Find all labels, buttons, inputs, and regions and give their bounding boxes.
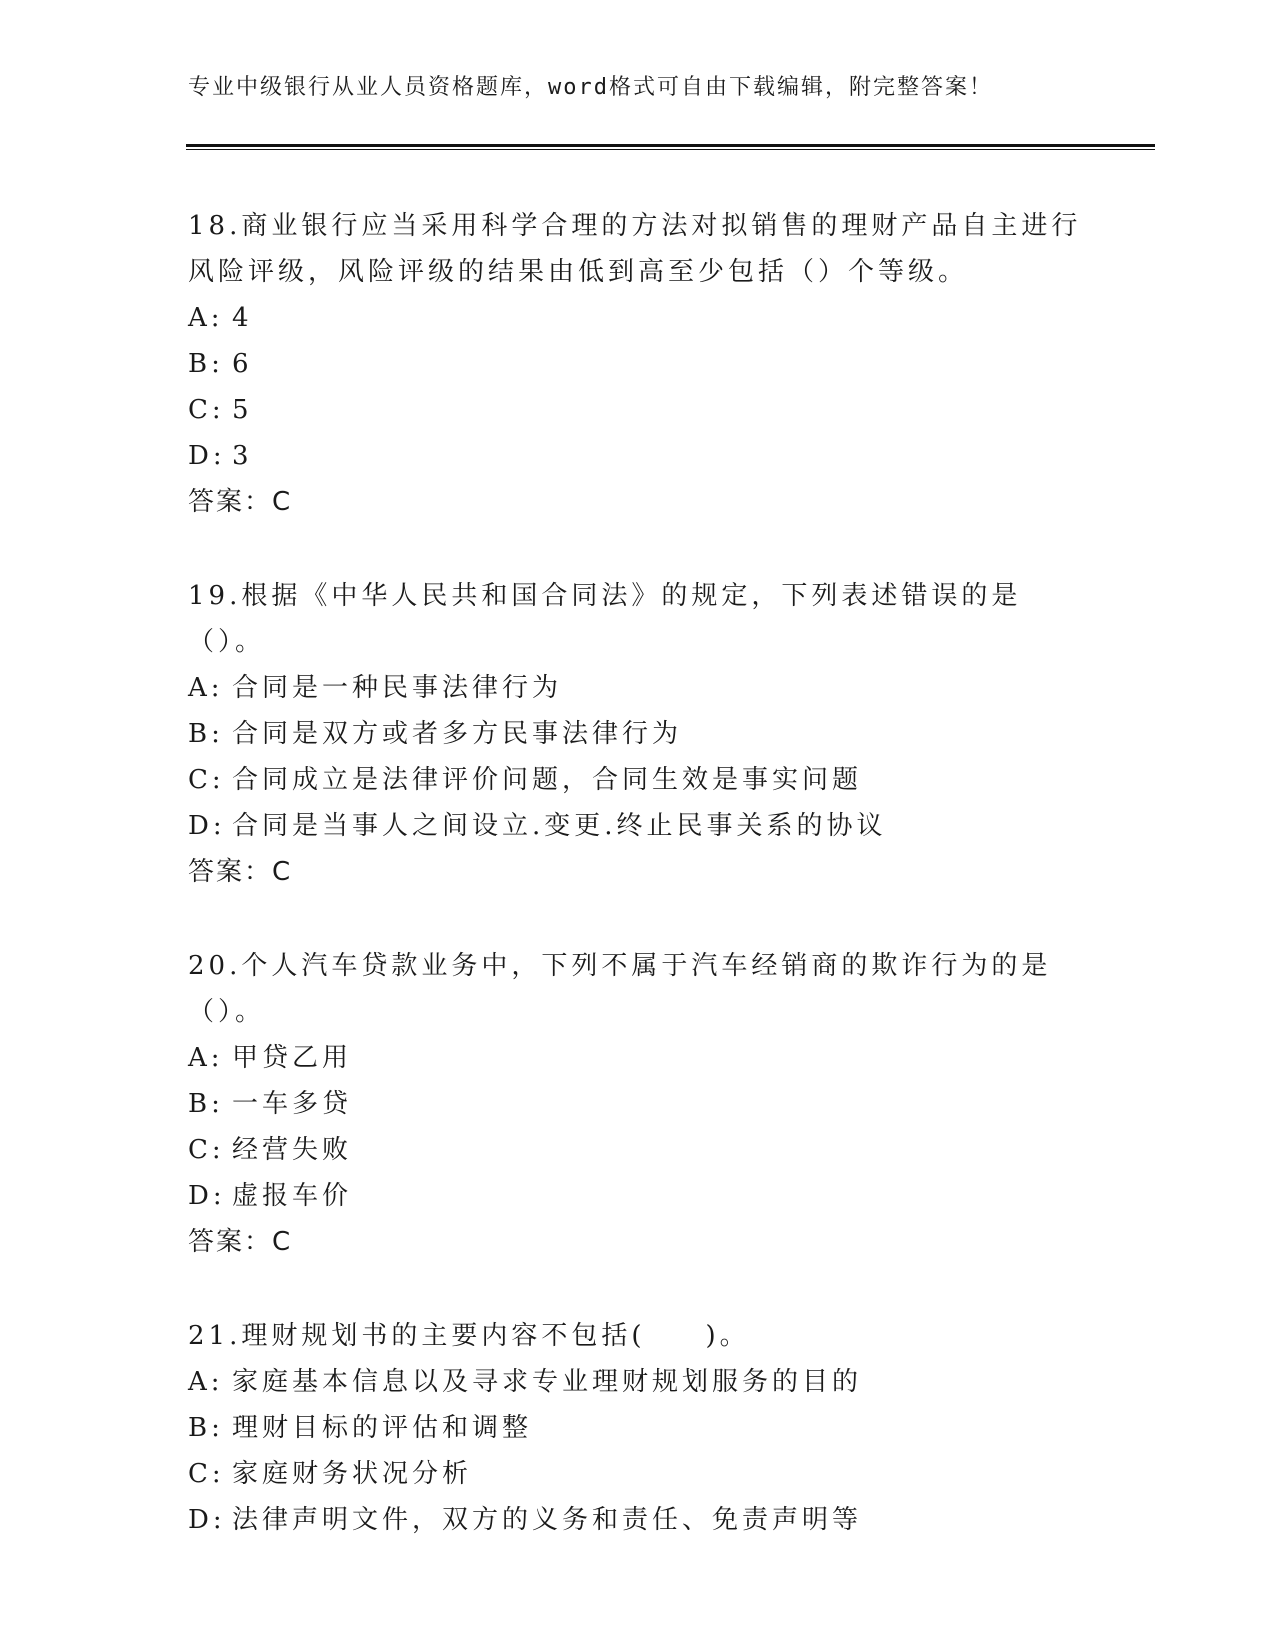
option-c	[188, 1451, 1088, 1497]
question-18	[188, 203, 1088, 525]
option-list	[188, 1035, 1088, 1219]
option-text: 合同是一种民事法律行为	[232, 673, 563, 703]
option-text: 6	[232, 349, 253, 379]
option-letter: D:	[188, 811, 226, 841]
question-stem: 20.个人汽车贷款业务中，下列不属于汽车经销商的欺诈行为的是（）。	[188, 951, 1052, 1027]
option-letter: A:	[188, 303, 224, 333]
option-b	[188, 711, 1088, 757]
option-letter: A:	[188, 673, 224, 703]
question-stem: 18.商业银行应当采用科学合理的方法对拟销售的理财产品自主进行风险评级，风险评级的结果由低到高至少包括（）个等级。	[188, 211, 1082, 287]
option-letter: D:	[188, 1181, 226, 1211]
page-header: 专业中级银行从业人员资格题库，word格式可自由下载编辑，附完整答案！	[188, 75, 993, 100]
option-text: 家庭财务状况分析	[232, 1459, 473, 1489]
option-text: 经营失败	[232, 1135, 353, 1165]
option-a	[188, 665, 1088, 711]
option-d	[188, 803, 1088, 849]
option-text: 理财目标的评估和调整	[232, 1413, 533, 1443]
option-c	[188, 387, 1088, 433]
option-text: 合同是双方或者多方民事法律行为	[232, 719, 683, 749]
option-a	[188, 295, 1088, 341]
option-letter: C:	[188, 1135, 225, 1165]
option-letter: D:	[188, 441, 226, 471]
option-text: 5	[232, 395, 253, 425]
answer-line: 答案：C	[188, 487, 293, 517]
option-a	[188, 1035, 1088, 1081]
question-19	[188, 573, 1088, 895]
option-letter: C:	[188, 1459, 225, 1489]
option-text: 甲贷乙用	[232, 1043, 353, 1073]
option-b	[188, 1405, 1088, 1451]
option-c	[188, 757, 1088, 803]
option-letter: A:	[188, 1043, 224, 1073]
header-rule-thin	[186, 149, 1155, 150]
question-stem: 21.理财规划书的主要内容不包括( )。	[188, 1321, 750, 1351]
option-text: 3	[232, 441, 253, 471]
option-letter: C:	[188, 765, 225, 795]
option-text: 合同成立是法律评价问题，合同生效是事实问题	[232, 765, 863, 795]
option-text: 法律声明文件，双方的义务和责任、免责声明等	[232, 1505, 863, 1535]
option-b	[188, 341, 1088, 387]
option-list	[188, 295, 1088, 479]
option-text: 合同是当事人之间设立.变更.终止民事关系的协议	[232, 811, 887, 841]
question-20	[188, 943, 1088, 1265]
option-text: 一车多贷	[232, 1089, 353, 1119]
option-list	[188, 1359, 1088, 1543]
question-list	[188, 203, 1088, 1591]
option-letter: B:	[188, 719, 224, 749]
option-text: 4	[232, 303, 253, 333]
option-d	[188, 1497, 1088, 1543]
option-letter: B:	[188, 1413, 224, 1443]
option-d	[188, 1173, 1088, 1219]
option-letter: D:	[188, 1505, 226, 1535]
option-a	[188, 1359, 1088, 1405]
header-rule-thick	[186, 144, 1155, 147]
option-list	[188, 665, 1088, 849]
answer-line: 答案：C	[188, 857, 293, 887]
question-21	[188, 1313, 1088, 1543]
option-letter: B:	[188, 1089, 224, 1119]
question-stem: 19.根据《中华人民共和国合同法》的规定，下列表述错误的是（）。	[188, 581, 1022, 657]
option-d	[188, 433, 1088, 479]
option-letter: B:	[188, 349, 224, 379]
option-letter: A:	[188, 1367, 224, 1397]
option-text: 家庭基本信息以及寻求专业理财规划服务的目的	[232, 1367, 863, 1397]
option-text: 虚报车价	[232, 1181, 353, 1211]
option-c	[188, 1127, 1088, 1173]
option-b	[188, 1081, 1088, 1127]
answer-line: 答案：C	[188, 1227, 293, 1257]
option-letter: C:	[188, 395, 225, 425]
